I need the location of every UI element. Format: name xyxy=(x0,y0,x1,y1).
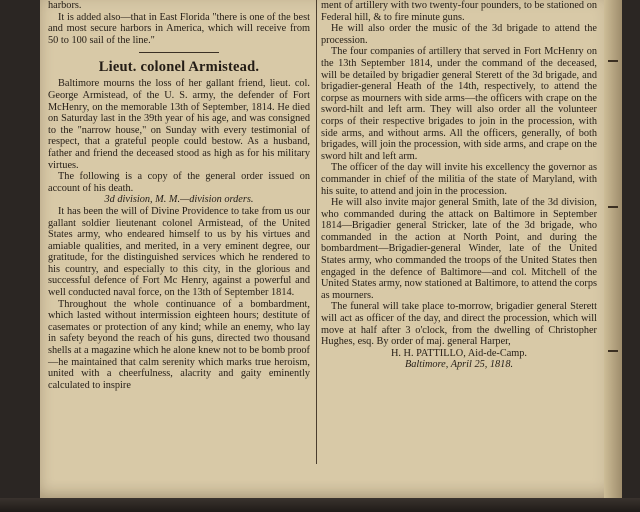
background-strip xyxy=(0,498,640,512)
article-paragraph: Baltimore mourns the loss of her gallant friend, lieut. col. George Armistead, of the U. S. army, the defender of Fort McHenry, on the memorable 13th of September, 1814. He died on Saturday last in the 39th year of his age, and was consigned to the "narrow house," on Sunday with every testimonial of respect, that a grateful people could bestow. As a husband, father and friend the deceased stood as high as for his military virtues. xyxy=(48,78,310,171)
left-column xyxy=(48,0,310,391)
column-rule xyxy=(316,0,317,464)
page-gutter xyxy=(604,0,622,500)
order-paragraph: The four companies of artillery that served in Fort McHenry on the 13th September 1814, under the command of the deceased, will be detailed by brigadier general Sterett of the 3d brigade, and brigadier-general Heath of the 14th, respectively, to attend the corpse as mourners with side arms—the officers with crape on the sword-hilt and left arm. They will also order all the volunteer corps of their respective brigades to join in the procession, with side arms, and without arms. All the officers, generally, of both brigades, will join the procession, with side arms, and crape on the sword hilt and left arm. xyxy=(321,46,597,162)
top-fragment-line: harbors. xyxy=(48,0,82,11)
order-paragraph: He will also invite major general Smith, late of the 3d division, who commanded during the attack on Baltimore in September 1814—Brigadier general Stricker, late of the 3d brigade, who commanded in the action at North Point, and during the bombardment—Brigadier-general Winder, late of the United States army, who commanded the troops of the United States then engaged in the defence of Baltimore—and col. Mitchell of the United States army, now stationed at Baltimore, to attend the corps as mourners. xyxy=(321,197,597,301)
division-orders-subhead: 3d division, M. M.—division orders. xyxy=(104,194,254,206)
order-paragraph: Throughout the whole continuance of a bombardment, which lasted without intermission eighteen hours; destitute of casemates or protection of any kind; while an enemy, who lay in safety beyond the reach of his guns, directed two thousand shells at a magazine which he alone knew not to be bomb proof—he maintained that calm serenity which marks true heroism, united with a cheerfulness, alacrity and gaity eminently calculated to inspire xyxy=(48,298,310,391)
gutter-mark xyxy=(608,206,618,208)
gutter-mark xyxy=(608,350,618,352)
newspaper-page xyxy=(40,0,622,500)
east-florida-paragraph: It is added also—that in East Florida "there is one of the best and most secure harbors in America, which will receive from 50 to 100 sail of the line." xyxy=(48,11,310,46)
order-paragraph: ment of artillery with two twenty-four pounders, to be stationed on Federal hill, & to fire minute guns. xyxy=(321,0,597,23)
order-paragraph: He will also order the music of the 3d brigade to attend the procession. xyxy=(321,23,597,46)
dateline: Baltimore, April 25, 1818. xyxy=(404,359,514,371)
right-column xyxy=(321,0,597,371)
signature-line: H. H. PATTILLO, Aid-de-Camp. xyxy=(390,347,528,359)
order-paragraph: The funeral will take place to-morrow, brigadier general Sterett will act as officer of the day, and direct the procession, which will move at half after 3 o'clock, from the dwelling of Christopher Hughes, esq. By order of maj. general Harper, xyxy=(321,301,597,348)
order-paragraph: The officer of the day will invite his excellency the governor as commander in chief of the militia of the state of Maryland, with his suite, to attend and join in the procession. xyxy=(321,162,597,197)
section-divider xyxy=(139,52,219,53)
order-paragraph: It has been the will of Divine Providence to take from us our gallant soldier lieutenant colonel Armistead, of the United States army, who endeared himself to us by his virtues and amiable qualities, and merited, in a very eminent degree, our gratitude, for the distinguished services which he rendered to his country, and especially to this city, in the glorious and successful defence of Fort Mc Henry, against a powerful and well conducted naval force, on the 13th of September 1814. xyxy=(48,205,310,299)
article-headline: Lieut. colonel Armistead. xyxy=(98,59,260,76)
gutter-mark xyxy=(608,60,618,62)
article-paragraph: The following is a copy of the general order issued on account of his death. xyxy=(48,171,310,194)
